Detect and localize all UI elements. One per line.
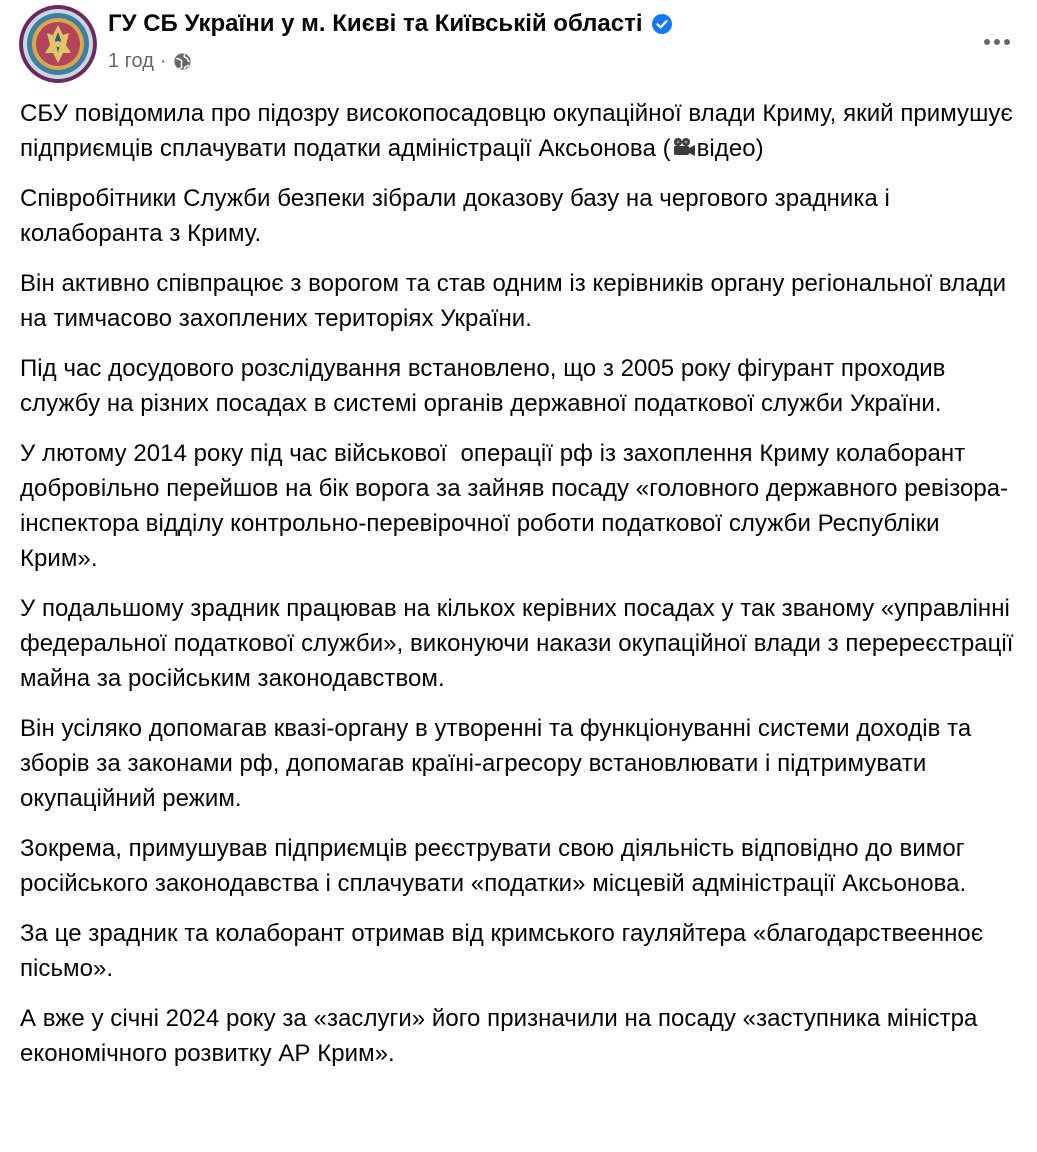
- post-timestamp[interactable]: 1 год: [108, 50, 154, 72]
- post-paragraph-2: Співробітники Служби безпеки зібрали доказову базу на чергового зрадника і колаборанта з Криму.: [20, 185, 897, 247]
- post-header: [0, 0, 1037, 90]
- post-paragraph-7: Він усіляко допомагав квазі-органу в утворенні та функціонуванні системи доходів та зборів за законами рф, допомагав країні-агресору встановлювати і підтримувати окупаційний режим.: [20, 715, 979, 812]
- video-camera-icon: [671, 133, 697, 155]
- post-paragraph-9: За це зрадник та колаборант отримав від кримського гауляйтера «благодарствеенноє пісьмо».: [20, 920, 990, 982]
- post-paragraph-8: Зокрема, примушував підприємців реєструвати свою діяльність відповідно до вимог російського законодавства і сплачувати «податки» місцевій адміністрації Аксьонова.: [20, 835, 972, 897]
- post-text: [20, 96, 1020, 1086]
- page-name-link[interactable]: ГУ СБ України у м. Києві та Київській області: [108, 10, 643, 37]
- post-paragraph-6: У подальшому зрадник працював на кількох керівних посадах у так званому «управлінні федеральної податкової служби», виконуючи накази окупаційної влади з перереєстрації майна за російським законодавством.: [20, 595, 1021, 692]
- post-meta: [108, 50, 192, 73]
- page-name-row: [108, 10, 673, 38]
- globe-icon[interactable]: [173, 52, 192, 71]
- paragraph-text-after: відео): [696, 135, 764, 162]
- post-paragraph-10: А вже у січні 2024 року за «заслуги» його призначили на посаду «заступника міністра економічного розвитку АР Крим».: [20, 1005, 985, 1067]
- sbu-emblem-icon: [19, 5, 97, 83]
- more-options-icon: [982, 38, 1012, 46]
- post-paragraph-5: У лютому 2014 року під час військової операції рф із захоплення Криму колаборант добровільно перейшов на бік ворога за зайняв посаду «головного державного ревізора-інспектора відділу контрольно-перевірочної роботи податкової служби Республіки Крим».: [20, 440, 1009, 572]
- page-avatar[interactable]: [19, 5, 97, 83]
- post-paragraph-4: Під час досудового розслідування встановлено, що з 2005 року фігурант проходив службу на різних посадах в системі органів державної податкової служби України.: [20, 355, 953, 417]
- verified-badge-icon: [651, 13, 673, 35]
- post-paragraph-1: [20, 96, 1020, 166]
- paragraph-text: СБУ повідомила про підозру високопосадовцю окупаційної влади Криму, який примушує підприємців сплачувати податки адміністрації Аксьонова (: [20, 100, 1020, 162]
- more-options-button[interactable]: [979, 28, 1015, 56]
- post-paragraph-3: Він активно співпрацює з ворогом та став одним із керівників органу регіональної влади на тимчасово захоплених територіях України.: [20, 270, 1013, 332]
- meta-separator: ·: [159, 50, 167, 72]
